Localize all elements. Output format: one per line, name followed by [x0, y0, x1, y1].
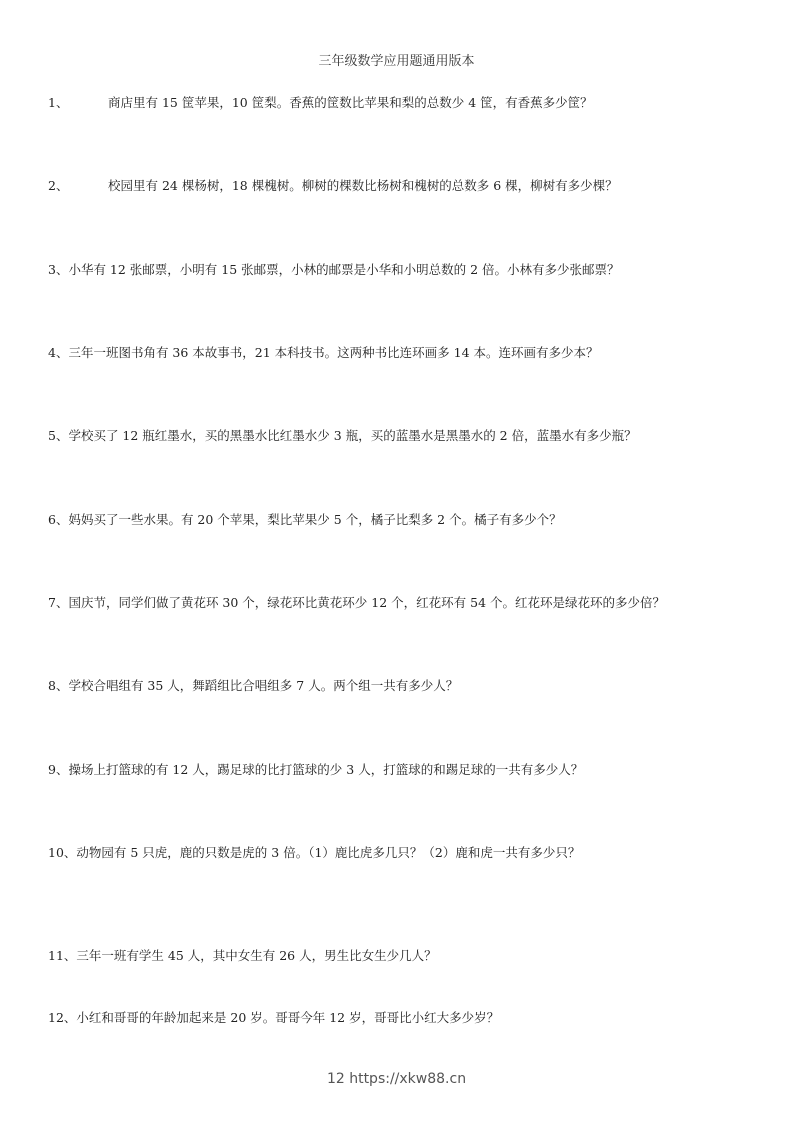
question-7 — [48, 593, 665, 611]
question-text: 妈妈买了一些水果。有 20 个苹果，梨比苹果少 5 个，橘子比梨多 2 个。橘子有多少个？ — [68, 512, 562, 527]
question-text: 三年一班有学生 45 人，其中女生有 26 人，男生比女生少几人？ — [76, 948, 437, 963]
question-number: 12、 — [48, 1010, 77, 1025]
question-number: 1、 — [48, 95, 69, 110]
question-10 — [48, 843, 580, 861]
question-text: 商店里有 15 筐苹果，10 筐梨。香蕉的筐数比苹果和梨的总数少 4 筐，有香蕉多少筐？ — [108, 95, 593, 110]
page-footer: 12 https://xkw88.cn — [326, 1071, 467, 1087]
document-title: 三年级数学应用题通用版本 — [318, 54, 475, 69]
question-text: 学校买了 12 瓶红墨水，买的黑墨水比红墨水少 3 瓶，买的蓝墨水是黑墨水的 2 倍，蓝墨水有多少瓶？ — [68, 428, 637, 443]
question-8 — [48, 676, 458, 694]
question-6 — [48, 510, 562, 528]
question-number: 11、 — [48, 948, 77, 963]
question-number: 3、 — [48, 262, 69, 277]
question-number: 10、 — [48, 845, 77, 860]
question-number: 8、 — [48, 678, 69, 693]
question-5 — [48, 426, 637, 444]
question-9 — [48, 760, 583, 778]
question-11 — [48, 946, 437, 964]
question-text: 校园里有 24 棵杨树，18 棵槐树。柳树的棵数比杨树和槐树的总数多 6 棵，柳树有多少棵？ — [108, 178, 618, 193]
question-number: 6、 — [48, 512, 69, 527]
question-number: 2、 — [48, 178, 69, 193]
question-number: 9、 — [48, 762, 69, 777]
question-text: 操场上打篮球的有 12 人，踢足球的比打篮球的少 3 人，打篮球的和踢足球的一共有多少人？ — [68, 762, 584, 777]
question-2 — [48, 176, 618, 194]
question-text: 学校合唱组有 35 人，舞蹈组比合唱组多 7 人。两个组一共有多少人？ — [68, 678, 459, 693]
question-3 — [48, 260, 620, 278]
question-12 — [48, 1008, 499, 1026]
question-text: 小华有 12 张邮票，小明有 15 张邮票，小林的邮票是小华和小明总数的 2 倍。小林有多少张邮票？ — [68, 262, 620, 277]
question-text: 国庆节，同学们做了黄花环 30 个，绿花环比黄花环少 12 个，红花环有 54 个。红花环是绿花环的多少倍？ — [68, 595, 666, 610]
question-number: 7、 — [48, 595, 69, 610]
question-text: 动物园有 5 只虎，鹿的只数是虎的 3 倍。（1）鹿比虎多几只？（2）鹿和虎一共有多少只？ — [76, 845, 581, 860]
question-number: 5、 — [48, 428, 69, 443]
question-4 — [48, 343, 599, 361]
question-text: 三年一班图书角有 36 本故事书，21 本科技书。这两种书比连环画多 14 本。连环画有多少本？ — [68, 345, 599, 360]
question-text: 小红和哥哥的年龄加起来是 20 岁。哥哥今年 12 岁，哥哥比小红大多少岁？ — [76, 1010, 500, 1025]
question-1 — [48, 93, 593, 111]
question-number: 4、 — [48, 345, 69, 360]
